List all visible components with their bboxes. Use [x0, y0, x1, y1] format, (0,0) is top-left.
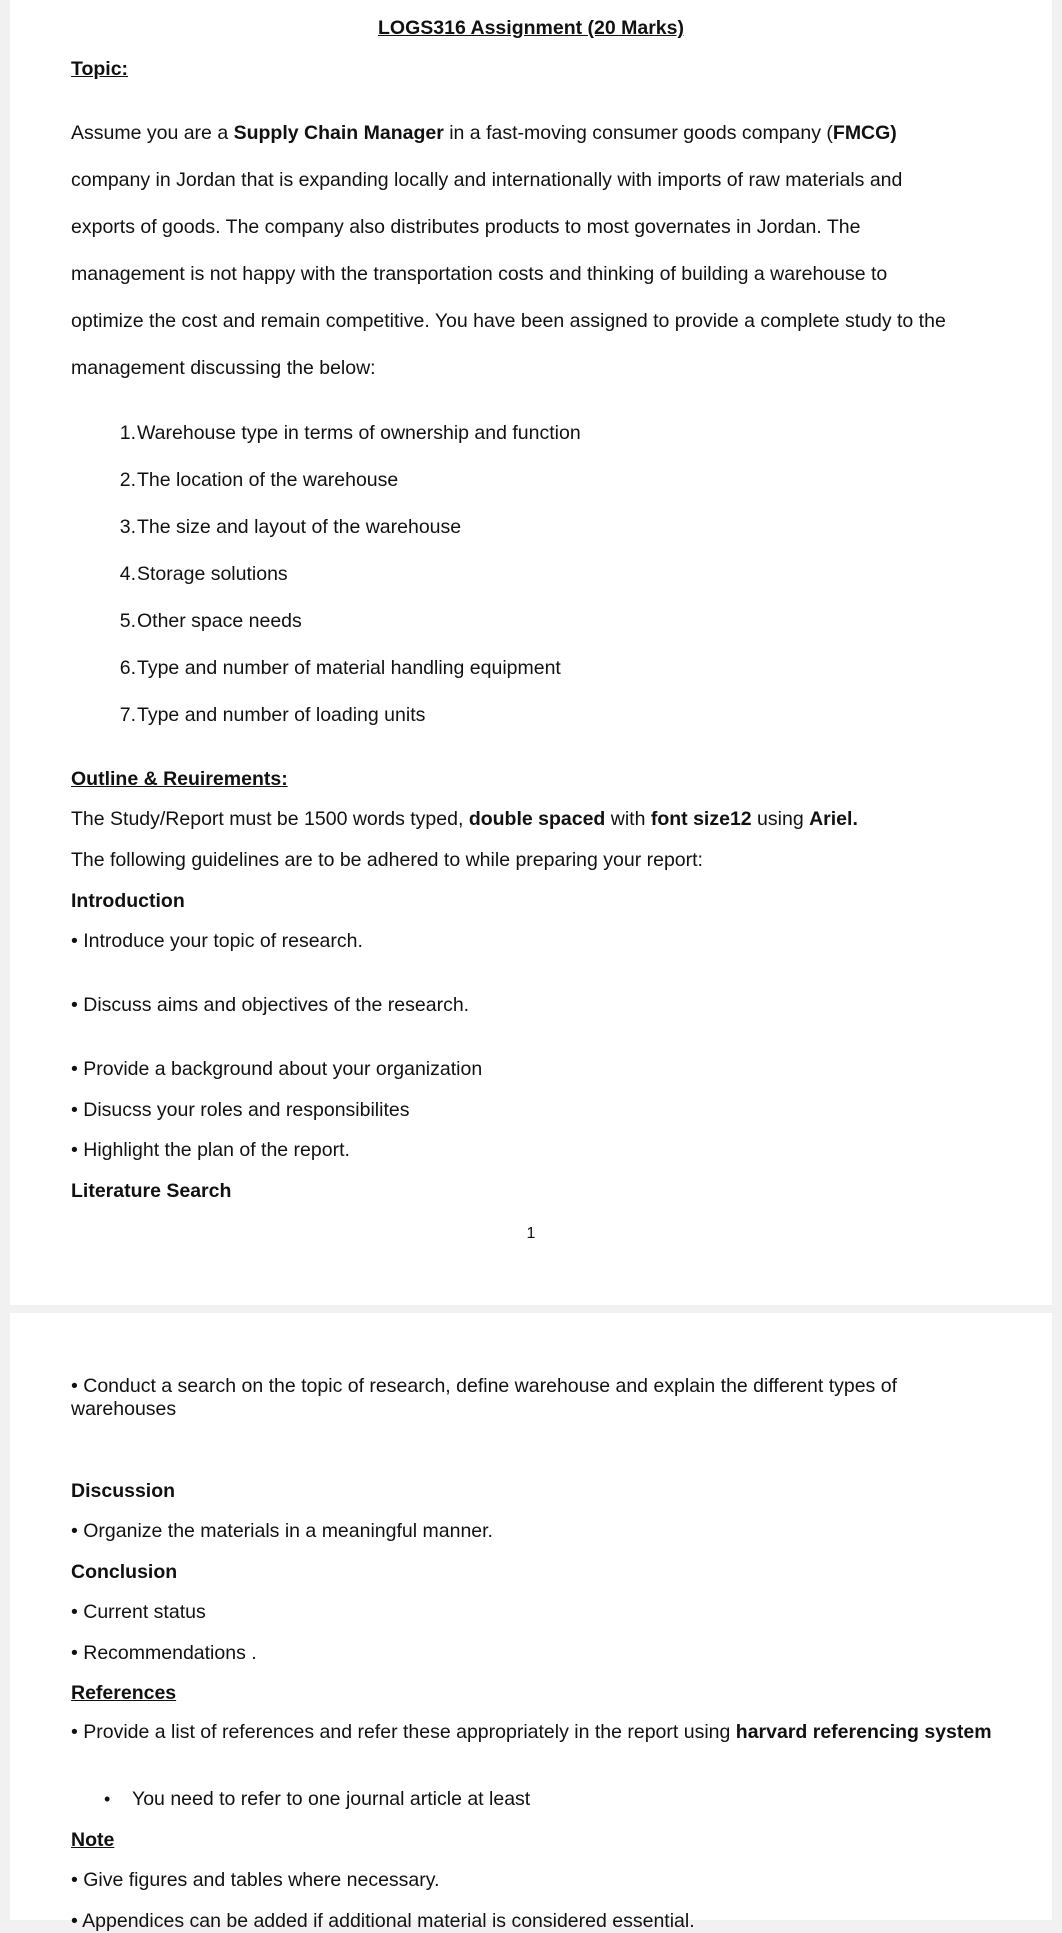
list-number: 2. [119, 469, 136, 491]
list-item: Other space needs [137, 610, 302, 632]
list-item: • Current status [71, 1601, 206, 1623]
list-item: • Provide a background about your organization [71, 1058, 483, 1080]
outline-heading: Outline & Reuirements: [71, 768, 288, 790]
assignment-title: LOGS316 Assignment (20 Marks) [378, 17, 684, 39]
conclusion-heading: Conclusion [71, 1561, 178, 1583]
intro-line-5: optimize the cost and remain competitive. You have been assigned to provide a complete study to the [71, 310, 946, 332]
list-item: • Organize the materials in a meaningful manner. [71, 1520, 493, 1542]
topic-heading: Topic: [71, 58, 129, 80]
literature-search-heading: Literature Search [71, 1180, 232, 1202]
document-page-1 [10, 0, 1052, 1305]
list-item: Type and number of material handling equipment [137, 657, 561, 679]
sub-bullet-dot: • [104, 1789, 111, 1809]
list-item: Storage solutions [137, 563, 288, 585]
introduction-heading: Introduction [71, 890, 185, 912]
list-item: • Give figures and tables where necessary. [71, 1869, 440, 1891]
references-bullet: • Provide a list of references and refer these appropriately in the report using harvard referencing system [71, 1721, 992, 1743]
list-number: 5. [119, 610, 136, 632]
list-item: • Recommendations . [71, 1642, 257, 1664]
list-item: • Appendices can be added if additional material is considered essential. [71, 1910, 695, 1932]
list-item: The location of the warehouse [137, 469, 399, 491]
intro-line-4: management is not happy with the transportation costs and thinking of building a warehouse to [71, 263, 888, 285]
references-heading: References [71, 1682, 177, 1704]
intro-line-1: Assume you are a Supply Chain Manager in a fast-moving consumer goods company (FMCG) [71, 122, 897, 144]
list-item: Type and number of loading units [137, 704, 426, 726]
list-item: • Introduce your topic of research. [71, 930, 363, 952]
list-item: • Discuss aims and objectives of the research. [71, 994, 470, 1016]
intro-line-3: exports of goods. The company also distributes products to most governates in Jordan. The [71, 216, 861, 238]
discussion-heading: Discussion [71, 1480, 176, 1502]
list-number: 3. [119, 516, 136, 538]
list-item: The size and layout of the warehouse [137, 516, 462, 538]
intro-line-6: management discussing the below: [71, 357, 376, 379]
list-number: 1. [119, 422, 136, 444]
literature-bullet: • Conduct a search on the topic of research, define warehouse and explain the different types of warehouses [71, 1375, 897, 1420]
list-item: • Highlight the plan of the report. [71, 1139, 350, 1161]
document-page-2 [10, 1313, 1052, 1932]
page-number: 1 [526, 1225, 536, 1242]
list-item: • Disucss your roles and responsibilites [71, 1099, 410, 1121]
requirements-line: The Study/Report must be 1500 words typed, double spaced with font size12 using Ariel. [71, 808, 858, 830]
list-number: 6. [119, 657, 136, 679]
list-number: 7. [119, 704, 136, 726]
note-heading: Note [71, 1829, 115, 1851]
intro-line-2: company in Jordan that is expanding locally and internationally with imports of raw materials and [71, 169, 903, 191]
list-item: Warehouse type in terms of ownership and function [137, 422, 581, 444]
list-item: You need to refer to one journal article at least [132, 1788, 531, 1810]
guidelines-line: The following guidelines are to be adhered to while preparing your report: [71, 849, 703, 871]
list-number: 4. [119, 563, 136, 585]
